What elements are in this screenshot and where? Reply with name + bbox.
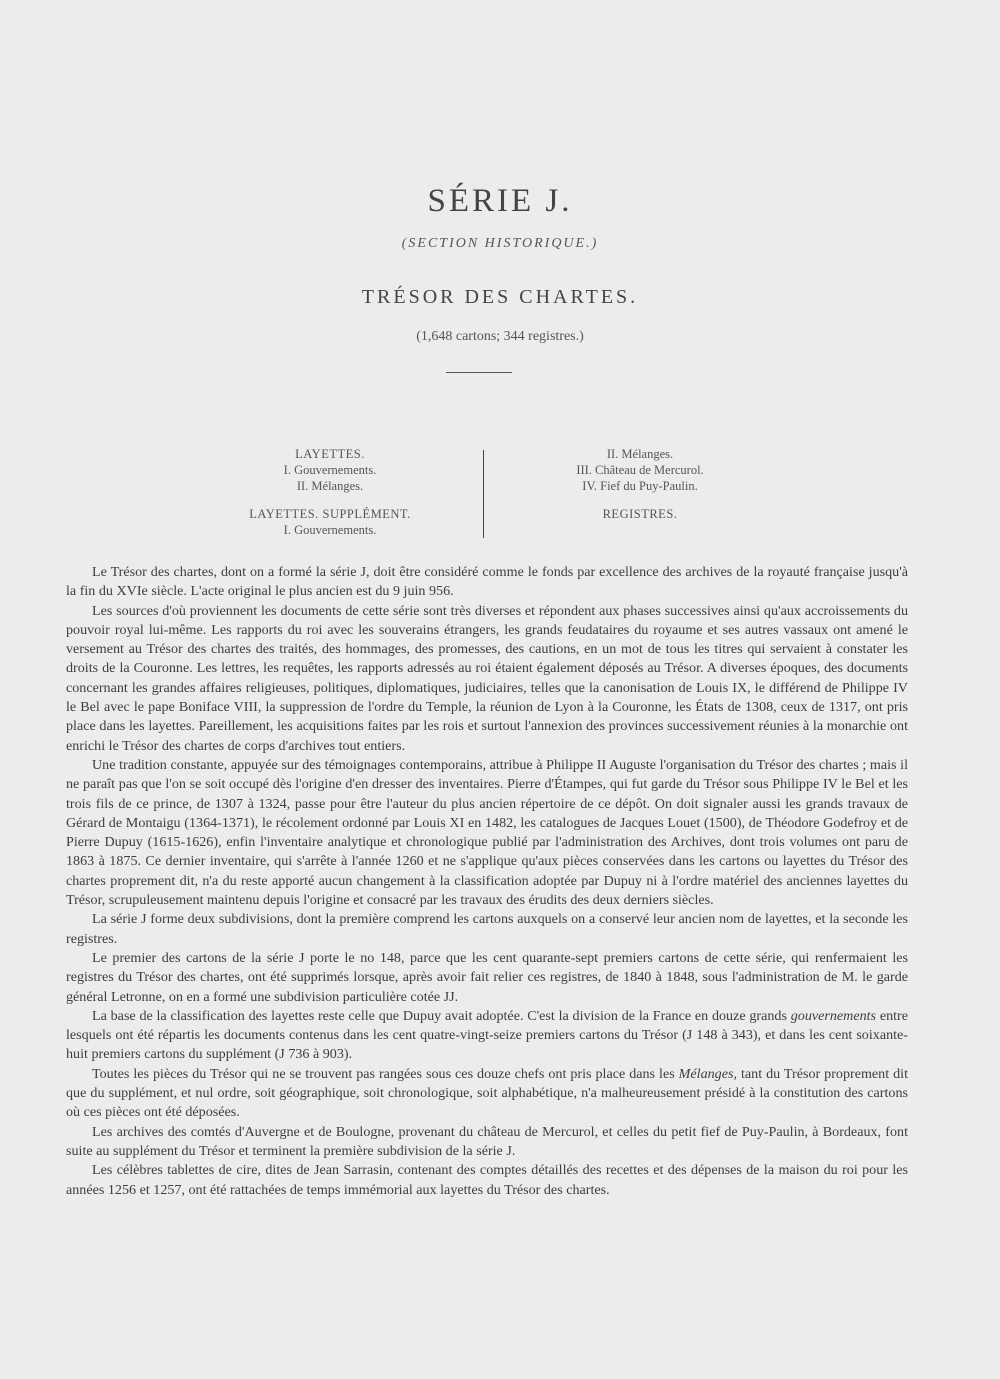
toc-item: II. Mélanges. [296, 479, 364, 493]
paragraph: Les archives des comtés d'Auvergne et de Boulogne, provenant du château de Mercurol, et celles du petit fief de Puy-Paulin, à Bordeaux, font suite au supplément du Trésor et terminent la première subdivision de la série J. [66, 1123, 908, 1159]
paragraph [66, 1065, 908, 1123]
holdings-count: (1,648 cartons; 344 registres.) [416, 329, 584, 344]
toc-item: III. Château de Mercurol. [576, 463, 704, 477]
paragraph-text: La base de la classification des layettes reste celle que Dupuy avait adoptée. C'est la division de la France en douze grands [92, 1007, 791, 1024]
italic-term: Mélanges, [678, 1065, 737, 1082]
toc-item: I. Gouvernements. [283, 523, 377, 537]
toc-supplement-heading: LAYETTES. SUPPLÉMENT. [249, 507, 411, 521]
paragraph [66, 1007, 908, 1065]
series-title: SÉRIE J. [427, 183, 573, 219]
paragraph: La série J forme deux subdivisions, dont la première comprend les cartons auxquels on a conservé leur ancien nom de layettes, et la seconde les registres. [66, 911, 908, 947]
title-rule [446, 372, 512, 373]
toc-right-column [490, 446, 790, 522]
toc-item: II. Mélanges. [606, 447, 674, 461]
paragraph: Les sources d'où proviennent les documents de cette série sont très diverses et répondent aux phases successives ainsi qu'aux accroissements du pouvoir royal lui-même. Les rapports du roi avec les souverains étrangers, les grands feudataires du royaume et ses autres vassaux ont amené le versement au Trésor des chartes des traités, des hommages, des promesses, des cautions, en un mot de tous les titres qui servaient à constater les droits de la Couronne. Les lettres, les requêtes, les rapports adressés au roi étaient également déposés au Trésor. A diverses époques, des documents concernant les grandes affaires religieuses, politiques, diplomatiques, judiciaires, telles que la canonisation de Louis IX, le différend de Philippe IV le Bel avec le pape Boniface VIII, la suppression de l'ordre du Temple, la réunion de Lyon à la Couronne, les États de 1308, ceux de 1317, ont pris place dans les layettes. Pareillement, les acquisitions faites par les rois et surtout l'annexion des provinces successivement réunies à la monarchie ont enrichi le Trésor des chartes de corps d'archives tout entiers. [66, 602, 908, 754]
paragraph-text: entre lesquels ont été répartis les documents contenus dans les cent quatre-vingt-seize premiers cartons du Trésor (J 148 à 343), et dans les cent soixante-huit premiers cartons du supplément (J 736 à 903). [66, 1007, 908, 1063]
paragraph: Les célèbres tablettes de cire, dites de Jean Sarrasin, contenant des comptes détaillés des recettes et des dépenses de la maison du roi pour les années 1256 et 1257, ont été rattachées de temps immémorial aux layettes du Trésor des chartes. [66, 1162, 908, 1198]
toc-left-column [180, 446, 480, 538]
toc-item: I. Gouvernements. [283, 463, 377, 477]
paragraph: Une tradition constante, appuyée sur des témoignages contemporains, attribue à Philippe II Auguste l'organisation du Trésor des chartes ; mais il ne paraît pas que l'on se soit occupé dès l'origine d'en dresser des inventaires. Pierre d'Étampes, qui fut garde du Trésor sous Philippe IV le Bel et les trois fils de ce prince, de 1307 à 1324, passe pour être l'auteur du plus ancien répertoire de ce dépôt. On doit signaler aussi les grands travaux de Gérard de Montaigu (1364-1371), le récolement ordonné par Louis XI en 1482, les catalogues de Jacques Louet (1500), de Théodore Godefroy et de Pierre Dupuy (1615-1626), enfin l'inventaire analytique et chronologique publié par l'administration des Archives, dont trois volumes ont paru de 1863 à 1875. Ce dernier inventaire, qui s'arrête à l'année 1260 et ne s'applique qu'aux pièces conservées dans les cartons ou layettes du Trésor des chartes proprement dit, n'a du reste apporté aucun changement à la classification adoptée par Dupuy ni à l'ordre matériel des anciennes layettes du Trésor, scrupuleusement maintenu depuis l'origine et consacré par les travaux des érudits des deux derniers siècles. [66, 756, 908, 909]
paragraph: Le Trésor des chartes, dont on a formé la série J, doit être considéré comme le fonds par excellence des archives de la royauté française jusqu'à la fin du XVIe siècle. L'acte original le plus ancien est du 9 juin 956. [66, 564, 908, 600]
toc-divider [483, 450, 484, 538]
fonds-heading: TRÉSOR DES CHARTES. [361, 286, 639, 308]
body-text [66, 563, 908, 1200]
toc-registres-heading: REGISTRES. [602, 507, 678, 521]
paragraph-text: tant du Trésor proprement dit que du supplément, et nul ordre, soit géographique, soit chronologique, soit alphabétique, n'a malheureusement présidé à la constitution des cartons où ces pièces ont été déposées. [66, 1065, 909, 1121]
toc-item: IV. Fief du Puy-Paulin. [582, 479, 698, 493]
italic-term: gouvernements [790, 1007, 877, 1024]
paragraph: Le premier des cartons de la série J porte le no 148, parce que les cent quarante-sept premiers cartons de cette série, qui renfermaient les registres du Trésor des chartes, ont été supprimés lorsque, après avoir fait relier ces registres, de 1840 à 1848, sous l'administration de M. le garde général Letronne, on en a formé une subdivision particulière cotée JJ. [66, 949, 908, 1005]
toc-layettes-heading: LAYETTES. [295, 447, 365, 461]
section-subtitle: (SECTION HISTORIQUE.) [401, 236, 599, 251]
paragraph-text: Toutes les pièces du Trésor qui ne se trouvent pas rangées sous ces douze chefs ont pris place dans les [92, 1065, 679, 1082]
